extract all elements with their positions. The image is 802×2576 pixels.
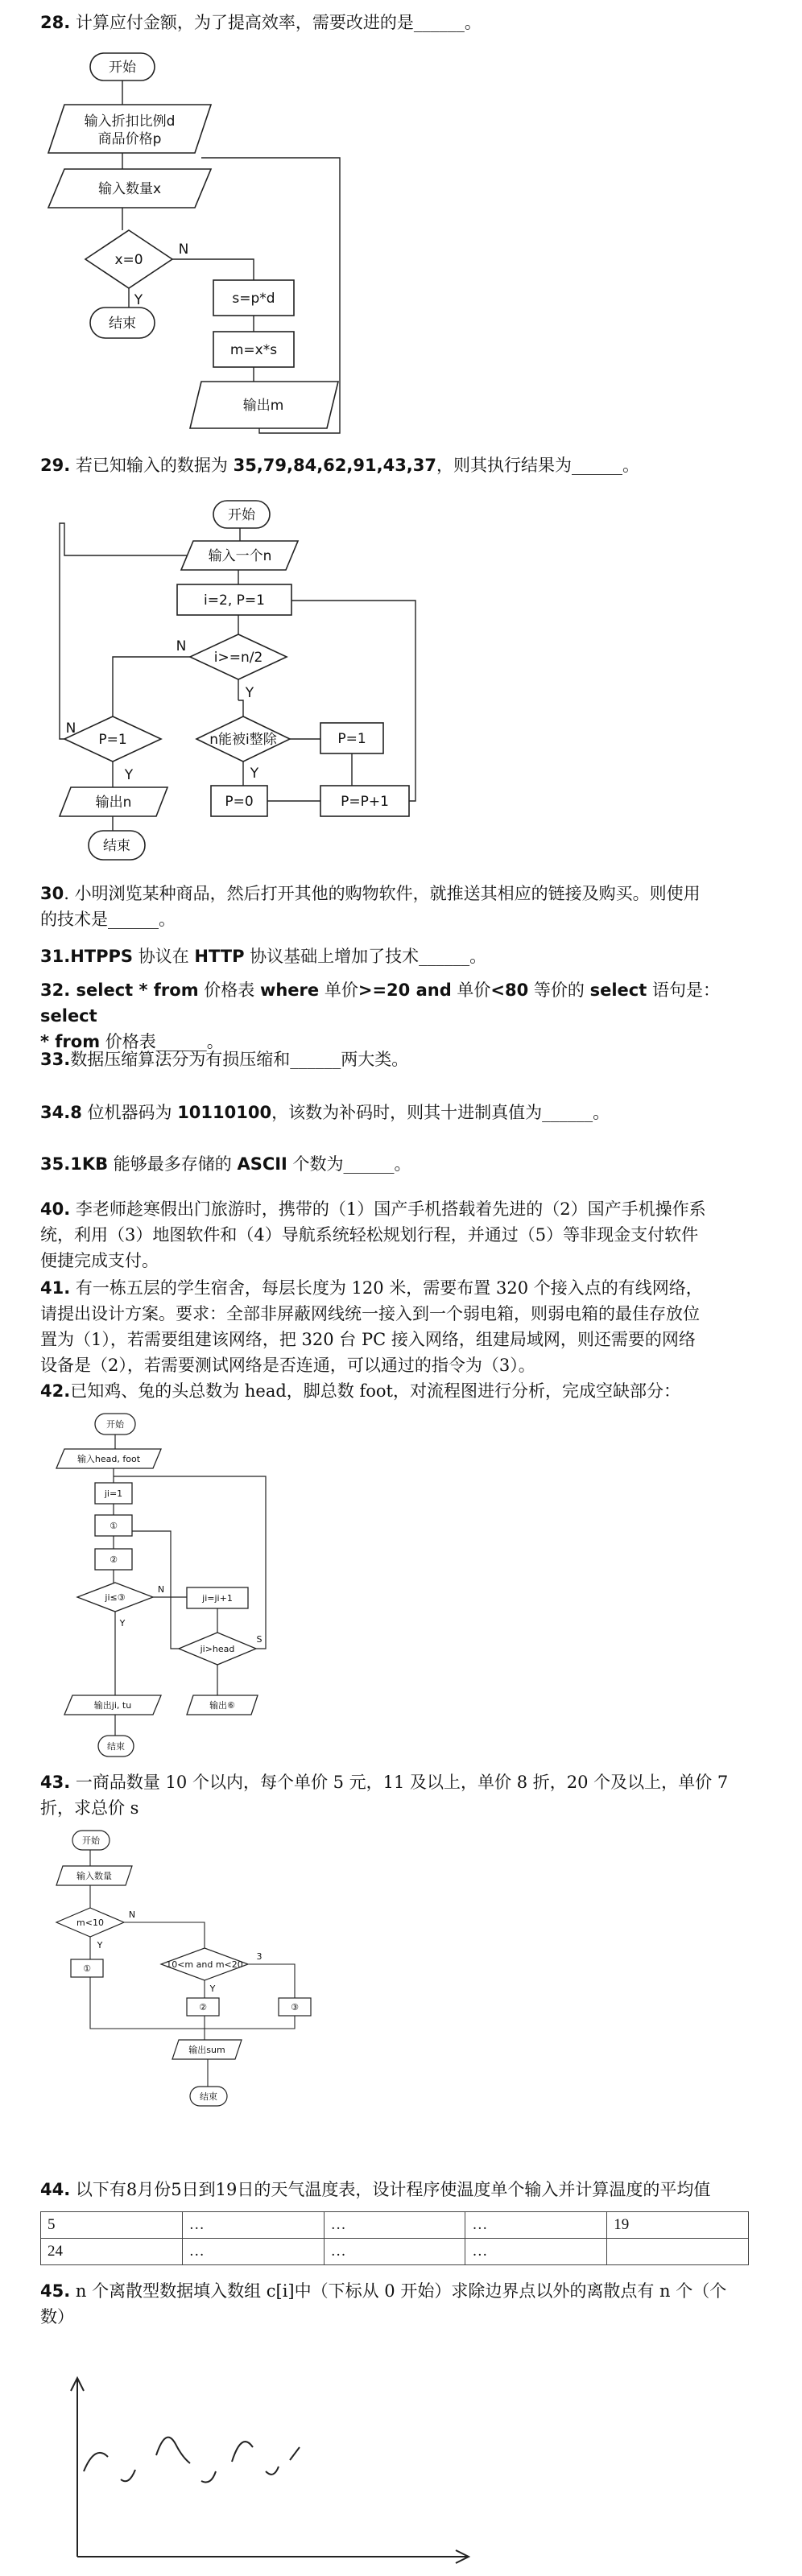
- q29-end-label: 结束: [103, 838, 130, 854]
- q32-part: >=20 and: [358, 980, 452, 1000]
- q42-init-label: ji=1: [104, 1488, 123, 1499]
- q30-number: 30: [40, 884, 64, 903]
- q34-body-c: ，该数为补码时，则其十进制真值为______。: [271, 1103, 610, 1122]
- q28-input1-label-b: 商品价格p: [97, 131, 162, 147]
- q42-s-label: S: [256, 1634, 263, 1645]
- q41-number: 41.: [40, 1278, 71, 1298]
- q42-start-label: 开始: [106, 1419, 124, 1430]
- q29-cond3-label: n能被i整除: [209, 732, 277, 748]
- q43-y-label-1: Y: [97, 1940, 103, 1951]
- q42-text: [40, 1378, 765, 1404]
- q42-end-label: 结束: [107, 1741, 125, 1752]
- q28-body: 计算应付金额，为了提高效率，需要改进的是______。: [75, 13, 482, 32]
- q43-output-label: 输出sum: [188, 2045, 225, 2055]
- q28-text: [40, 10, 765, 35]
- q29-set-p1-label: P=1: [337, 731, 366, 747]
- q34-code: 10110100: [177, 1103, 272, 1122]
- table-row: [41, 2239, 749, 2265]
- q29-text: [40, 452, 765, 478]
- table-cell: 24: [41, 2239, 183, 2265]
- q35-body-c: 个数为______。: [287, 1154, 411, 1174]
- q43-cond2-label: 10<m and m<20: [166, 1959, 243, 1970]
- q32-part: 32. select * from: [40, 980, 199, 1000]
- q32-part: 价格表: [198, 980, 260, 1000]
- q42-cond2-label: ji>head: [200, 1644, 235, 1654]
- q28-m-calc-label: m=x*s: [229, 342, 278, 358]
- q29-init-label: i=2, P=1: [204, 592, 265, 609]
- q29-output-label: 输出n: [95, 795, 132, 811]
- q32-part: * from: [40, 1032, 101, 1051]
- q43-cond1-label: m<10: [76, 1918, 104, 1928]
- q43-three-label: 3: [256, 1951, 263, 1962]
- discrete-curve: [84, 2438, 300, 2483]
- table-cell: 5: [41, 2212, 183, 2239]
- q34-body-a: 位机器码为: [81, 1103, 178, 1122]
- q29-cond2-label: P=1: [98, 732, 127, 748]
- q32-part: select: [40, 1006, 97, 1026]
- q29-cond1-label: i>=n/2: [213, 650, 263, 666]
- q41-line4: 设备是（2），若需要测试网络是否连通，可以通过的指令为（3）。: [40, 1356, 535, 1375]
- q45-line1: n 个离散型数据填入数组 c[i]中（下标从 0 开始）求除边界点以外的离散点有 n 个（个: [70, 2281, 727, 2301]
- q29-body-a: 若已知输入的数据为: [75, 456, 234, 475]
- q28-cond-label: x=0: [114, 252, 143, 268]
- q29-n-label-2: N: [65, 720, 76, 737]
- q43-line2: 折，求总价 s: [40, 1798, 139, 1818]
- q40-line1: 李老师趁寒假出门旅游时，携带的（1）国产手机搭载着先进的（2）国产手机操作系: [70, 1199, 706, 1219]
- table-cell: …: [324, 2212, 465, 2239]
- q29-flowchart: [0, 491, 802, 861]
- q43-number: 43.: [40, 1773, 71, 1792]
- q35-ascii: ASCII: [237, 1154, 287, 1174]
- q35-body-a: 能够最多存储的: [108, 1154, 238, 1174]
- q40-line2: 统，利用（3）地图软件和（4）导航系统轻松规划行程，并通过（5）等非现金支付软件: [40, 1225, 699, 1245]
- q43-n-label: N: [128, 1909, 136, 1920]
- q29-data: 35,79,84,62,91,43,37: [233, 456, 437, 475]
- q28-input2-label: 输入数量x: [97, 181, 162, 197]
- table-cell: …: [182, 2212, 324, 2239]
- q31-body-c: 协议基础上增加了技术______。: [244, 947, 487, 966]
- q44-body: 以下有8月份5日到19日的天气温度表，设计程序使温度单个输入并计算温度的平均值: [70, 2180, 711, 2199]
- q30-line1: . 小明浏览某种商品，然后打开其他的购物软件，就推送其相应的链接及购买。则使用: [64, 884, 701, 903]
- q43-flowchart: [0, 1827, 802, 2125]
- q45-sketch: [0, 2367, 802, 2576]
- q43-line1: 一商品数量 10 个以内，每个单价 5 元，11 及以上，单价 8 折，20 个及以上，单价 7: [70, 1773, 729, 1792]
- q42-out1-label: 输出ji, tu: [93, 1700, 132, 1711]
- q43-b3-label: ③: [291, 2002, 299, 2013]
- q33-body: 数据压缩算法分为有损压缩和______两大类。: [70, 1050, 409, 1069]
- q42-flowchart: [0, 1410, 802, 1773]
- q32-part: where: [259, 980, 320, 1000]
- q29-body-c: ，则其执行结果为______。: [436, 456, 640, 475]
- q35-number: 35.1KB: [40, 1154, 109, 1174]
- q34-number: 34.8: [40, 1103, 82, 1122]
- q41-line2: 请提出设计方案。要求：全部非屏蔽网线统一接入到一个弱电箱，则弱电箱的最佳存放位: [40, 1304, 700, 1323]
- q29-y-label-2: Y: [124, 767, 134, 783]
- q41-line1: 有一栋五层的学生宿舍，每层长度为 120 米，需要布置 320 个接入点的有线网络，: [70, 1278, 703, 1298]
- q32-part: 价格表______。: [100, 1032, 224, 1051]
- q42-incr-label: ji=ji+1: [202, 1593, 233, 1604]
- q29-n-label-1: N: [176, 638, 187, 654]
- q41-line3: 置为（1），若需要组建该网络，把 320 台 PC 接入网络，组建局域网，则还需要的网络: [40, 1330, 696, 1349]
- q42-body: 已知鸡、兔的头总数为 head，脚总数 foot，对流程图进行分析，完成空缺部分：: [70, 1381, 680, 1401]
- q40-number: 40.: [40, 1199, 71, 1219]
- q32-part: 语句是：: [647, 980, 720, 1000]
- q28-end-label: 结束: [109, 316, 136, 332]
- q44-text: [40, 2177, 765, 2202]
- q33-text: [40, 1046, 765, 1072]
- table-row: [41, 2212, 749, 2239]
- table-cell: …: [465, 2239, 607, 2265]
- q35-text: [40, 1151, 765, 1177]
- q29-set-p0-label: P=0: [225, 794, 254, 810]
- q40-line3: 便捷完成支付。: [40, 1251, 159, 1270]
- q28-s-calc-label: s=p*d: [232, 291, 275, 307]
- q43-start-label: 开始: [82, 1835, 100, 1846]
- q40-text: [40, 1196, 765, 1274]
- q28-flowchart: [0, 48, 802, 499]
- temperature-table: [40, 2211, 749, 2265]
- q28-input1-label-a: 输入折扣比例d: [84, 114, 176, 130]
- q42-n-label: N: [157, 1584, 165, 1595]
- q42-input-label: 输入head, foot: [76, 1454, 141, 1464]
- q32-part: <80: [490, 980, 529, 1000]
- q29-number: 29.: [40, 456, 71, 475]
- q32-part: 单价: [451, 980, 491, 1000]
- q42-b2-label: ②: [110, 1554, 118, 1565]
- q30-line2: 的技术是______。: [40, 910, 176, 929]
- q43-y-label-2: Y: [209, 1984, 216, 1994]
- q29-incr-label: P=P+1: [341, 794, 389, 810]
- q42-out2-label: 输出⑥: [209, 1700, 235, 1711]
- q31-http: HTTP: [194, 947, 245, 966]
- q42-cond1-label: ji≤③: [105, 1592, 126, 1603]
- q30-text: [40, 881, 765, 932]
- q28-no-label: N: [178, 242, 189, 258]
- q28-number: 28.: [40, 13, 71, 32]
- q31-number: 31.HTPPS: [40, 947, 134, 966]
- q29-input-label: 输入一个n: [208, 548, 272, 564]
- q29-start-label: 开始: [228, 507, 255, 523]
- q42-b1-label: ①: [110, 1521, 118, 1531]
- table-cell: …: [324, 2239, 465, 2265]
- table-cell: …: [465, 2212, 607, 2239]
- q45-text: [40, 2278, 765, 2330]
- q32-part: select: [589, 980, 647, 1000]
- q28-start-label: 开始: [109, 60, 136, 76]
- q32-part: 单价: [319, 980, 358, 1000]
- q43-input-label: 输入数量: [76, 1871, 112, 1881]
- table-cell: 19: [607, 2212, 749, 2239]
- q43-text: [40, 1769, 765, 1821]
- q31-text: [40, 943, 765, 969]
- q28-yes-label: Y: [134, 292, 143, 308]
- q42-y-label: Y: [119, 1618, 126, 1629]
- q43-b2-label: ②: [199, 2002, 207, 2013]
- q43-end-label: 结束: [200, 2091, 217, 2102]
- q32-part: 等价的: [528, 980, 590, 1000]
- q41-text: [40, 1275, 765, 1378]
- q43-b1-label: ①: [83, 1963, 91, 1974]
- q42-number: 42.: [40, 1381, 71, 1401]
- q31-body-a: 协议在: [133, 947, 195, 966]
- q45-number: 45.: [40, 2281, 71, 2301]
- table-cell: …: [182, 2239, 324, 2265]
- q32-text: [40, 977, 765, 1055]
- q45-line2: 数）: [40, 2307, 74, 2326]
- q29-y-label-3: Y: [250, 766, 259, 782]
- table-cell: [607, 2239, 749, 2265]
- q33-number: 33.: [40, 1050, 71, 1069]
- q34-text: [40, 1100, 765, 1125]
- q28-output-label: 输出m: [242, 398, 284, 414]
- q44-number: 44.: [40, 2180, 71, 2199]
- q29-y-label-1: Y: [245, 685, 254, 701]
